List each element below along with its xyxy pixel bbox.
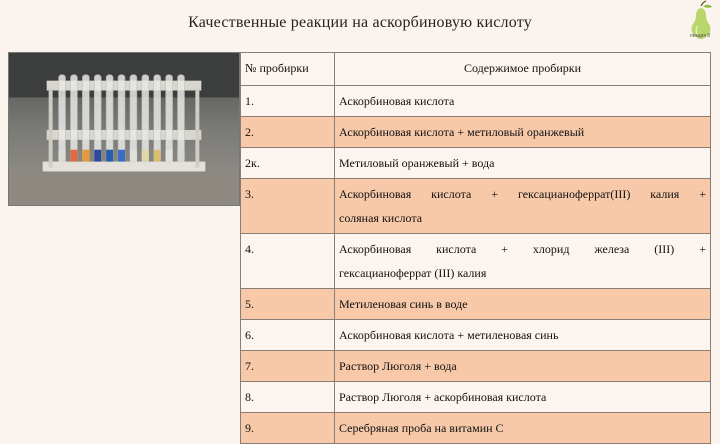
table-header-row [241, 53, 711, 86]
header-tube-number: № пробирки [241, 53, 335, 86]
tube-number: 8. [241, 382, 335, 413]
table-row [241, 234, 711, 289]
tube-content-line: гексацианоферрат (III) калия [339, 266, 487, 280]
test-tubes-photo [8, 52, 240, 206]
tube-content-line: Аскорбиновая кислота + гексацианоферрат(III) калия + [339, 187, 706, 201]
table-row [241, 179, 711, 234]
tube-number: 5. [241, 289, 335, 320]
tube-content: Метиленовая синь в воде [335, 289, 711, 320]
tube-number: 2. [241, 117, 335, 148]
tube-content: Аскорбиновая кислота + метиленовая синь [335, 320, 711, 351]
table-row [241, 382, 711, 413]
tube-content: Аскорбиновая кислота + метиловый оранжевый [335, 117, 711, 148]
tube-content: Раствор Люголя + вода [335, 351, 711, 382]
tube-number: 9. [241, 413, 335, 444]
header-tube-content: Содержимое пробирки [335, 53, 711, 86]
table-row [241, 351, 711, 382]
tube-content: Раствор Люголя + аскорбиновая кислота [335, 382, 711, 413]
tube-number: 6. [241, 320, 335, 351]
table-row [241, 320, 711, 351]
table-row [241, 148, 711, 179]
tube-content: Серебряная проба на витамин С [335, 413, 711, 444]
tube-content: Аскорбиновая кислота [335, 86, 711, 117]
tube-content-line: соляная кислота [339, 211, 423, 225]
table-row [241, 413, 711, 444]
tube-number: 1. [241, 86, 335, 117]
table-row [241, 117, 711, 148]
reactions-table [240, 52, 711, 444]
tube-number: 3. [241, 179, 335, 234]
tube-number: 2к. [241, 148, 335, 179]
tube-content [335, 234, 711, 289]
tube-content: Метиловый оранжевый + вода [335, 148, 711, 179]
tube-number: 7. [241, 351, 335, 382]
logo-caption: лекция 8 [689, 33, 711, 39]
slide-title: Качественные реакции на аскорбиновую кислоту [188, 14, 532, 31]
tube-content [335, 179, 711, 234]
tube-number: 4. [241, 234, 335, 289]
table-row [241, 289, 711, 320]
tube-content-line: Аскорбиновая кислота + хлорид железа (III) + [339, 242, 706, 256]
table-row [241, 86, 711, 117]
